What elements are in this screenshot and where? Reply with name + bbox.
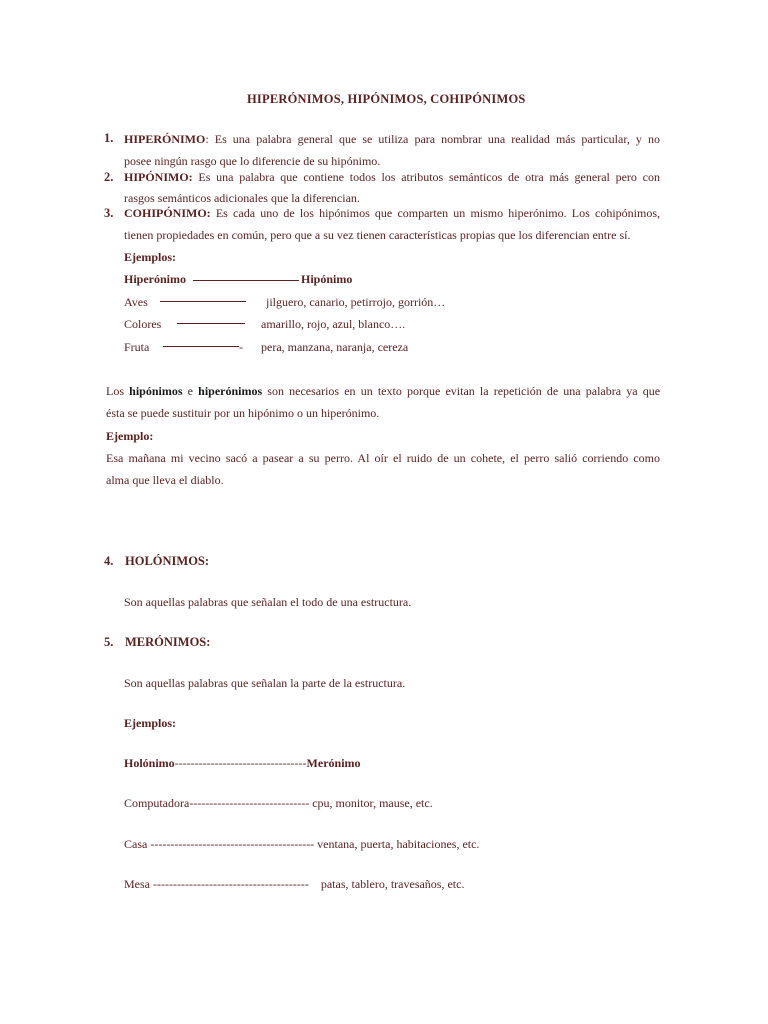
term-hiperonimo: HIPERÓNIMO	[124, 132, 206, 146]
example-tail: -	[239, 340, 243, 354]
dash-separator: -----------------------------------------	[150, 837, 315, 851]
list-number: 4.	[104, 554, 114, 568]
example-right: jilguero, canario, petirrojo, gorrión…	[266, 295, 446, 309]
page-title: HIPERÓNIMOS, HIPÓNIMOS, COHIPÓNIMOS	[247, 92, 526, 106]
connector-line	[193, 280, 299, 281]
paragraph-line: ésta se puede sustituir por un hipónimo o un hiperónimo.	[106, 406, 380, 420]
examples-label: Ejemplos:	[124, 250, 176, 264]
row-left: Casa	[124, 837, 151, 851]
definition-continuation: rasgos semánticos adicionales que la diferencian.	[124, 191, 360, 205]
example-left: Aves	[124, 295, 148, 309]
connector-line	[177, 323, 245, 324]
term-hiponimo: HIPÓNIMO:	[124, 170, 193, 184]
list-number: 1.	[104, 131, 114, 145]
connector-line	[160, 301, 246, 302]
definition-text: Es cada uno de los hipónimos que comparten un mismo hiperónimo. Los cohipónimos,	[210, 206, 660, 220]
header-holonimo: Holónimo	[124, 756, 175, 770]
dash-separator: ---------------------------------	[174, 756, 307, 770]
paragraph-text: Los	[106, 384, 130, 398]
example-left: Fruta	[124, 340, 150, 354]
term-hiponimos: hipónimos	[129, 384, 183, 398]
row-left: Mesa	[124, 877, 153, 891]
definition-text: Es una palabra que contiene todos los atributos semánticos de otra más general pero con	[192, 170, 660, 184]
header-hiponimo: Hipónimo	[301, 272, 353, 286]
definition-hiponimo	[124, 166, 660, 188]
header-holonimo-row	[124, 752, 361, 774]
example-left: Colores	[124, 317, 162, 331]
heading-holonimos: HOLÓNIMOS:	[125, 554, 210, 568]
row-right: patas, tablero, travesaños, etc.	[308, 877, 465, 891]
list-number: 3.	[104, 206, 114, 220]
list-number: 5.	[104, 635, 114, 649]
connector-line	[163, 346, 239, 347]
definition-hiperonimo	[124, 128, 660, 150]
ejemplo-line: Esa mañana mi vecino sacó a pasear a su perro. Al oír el ruido de un cohete, el perro salió corriendo como	[106, 451, 660, 465]
definition-continuation: posee ningún rasgo que lo diferencie de su hipónimo.	[124, 154, 381, 168]
example-right: pera, manzana, naranja, cereza	[261, 340, 409, 354]
dash-separator: ---------------------------------------	[153, 877, 309, 891]
definition-cohiponimo	[124, 202, 660, 224]
meronimo-row	[124, 833, 479, 855]
meronimos-definition: Son aquellas palabras que señalan la parte de la estructura.	[124, 676, 406, 690]
paragraph-text: e	[182, 384, 199, 398]
paragraph-text: son necesarios en un texto porque evitan la repetición de una palabra ya que	[262, 384, 661, 398]
ejemplo-label: Ejemplo:	[106, 429, 154, 443]
term-hiperonimos: hiperónimos	[198, 384, 263, 398]
header-meronimo: Merónimo	[306, 756, 361, 770]
example-right: amarillo, rojo, azul, blanco….	[261, 317, 406, 331]
definition-text: : Es una palabra general que se utiliza para nombrar una realidad más particular, y no	[205, 132, 660, 146]
row-left: Computadora	[124, 796, 190, 810]
list-number: 2.	[104, 170, 114, 184]
meronimo-row	[124, 792, 433, 814]
meronimo-row	[124, 873, 464, 895]
row-right: cpu, monitor, mause, etc.	[309, 796, 433, 810]
heading-meronimos: MERÓNIMOS:	[125, 635, 211, 649]
ejemplo-line: alma que lleva el diablo.	[106, 473, 224, 487]
holonimos-definition: Son aquellas palabras que señalan el todo de una estructura.	[124, 595, 412, 609]
row-right: ventana, puerta, habitaciones, etc.	[314, 837, 480, 851]
dash-separator: ------------------------------	[189, 796, 310, 810]
paragraph-line	[106, 380, 660, 402]
meronimos-examples-label: Ejemplos:	[124, 716, 176, 730]
term-cohiponimo: COHIPÓNIMO:	[124, 206, 211, 220]
definition-continuation: tienen propiedades en común, pero que a su vez tienen características propias que los diferencian entre sí.	[124, 228, 631, 242]
header-hiperonimo: Hiperónimo	[124, 272, 186, 286]
